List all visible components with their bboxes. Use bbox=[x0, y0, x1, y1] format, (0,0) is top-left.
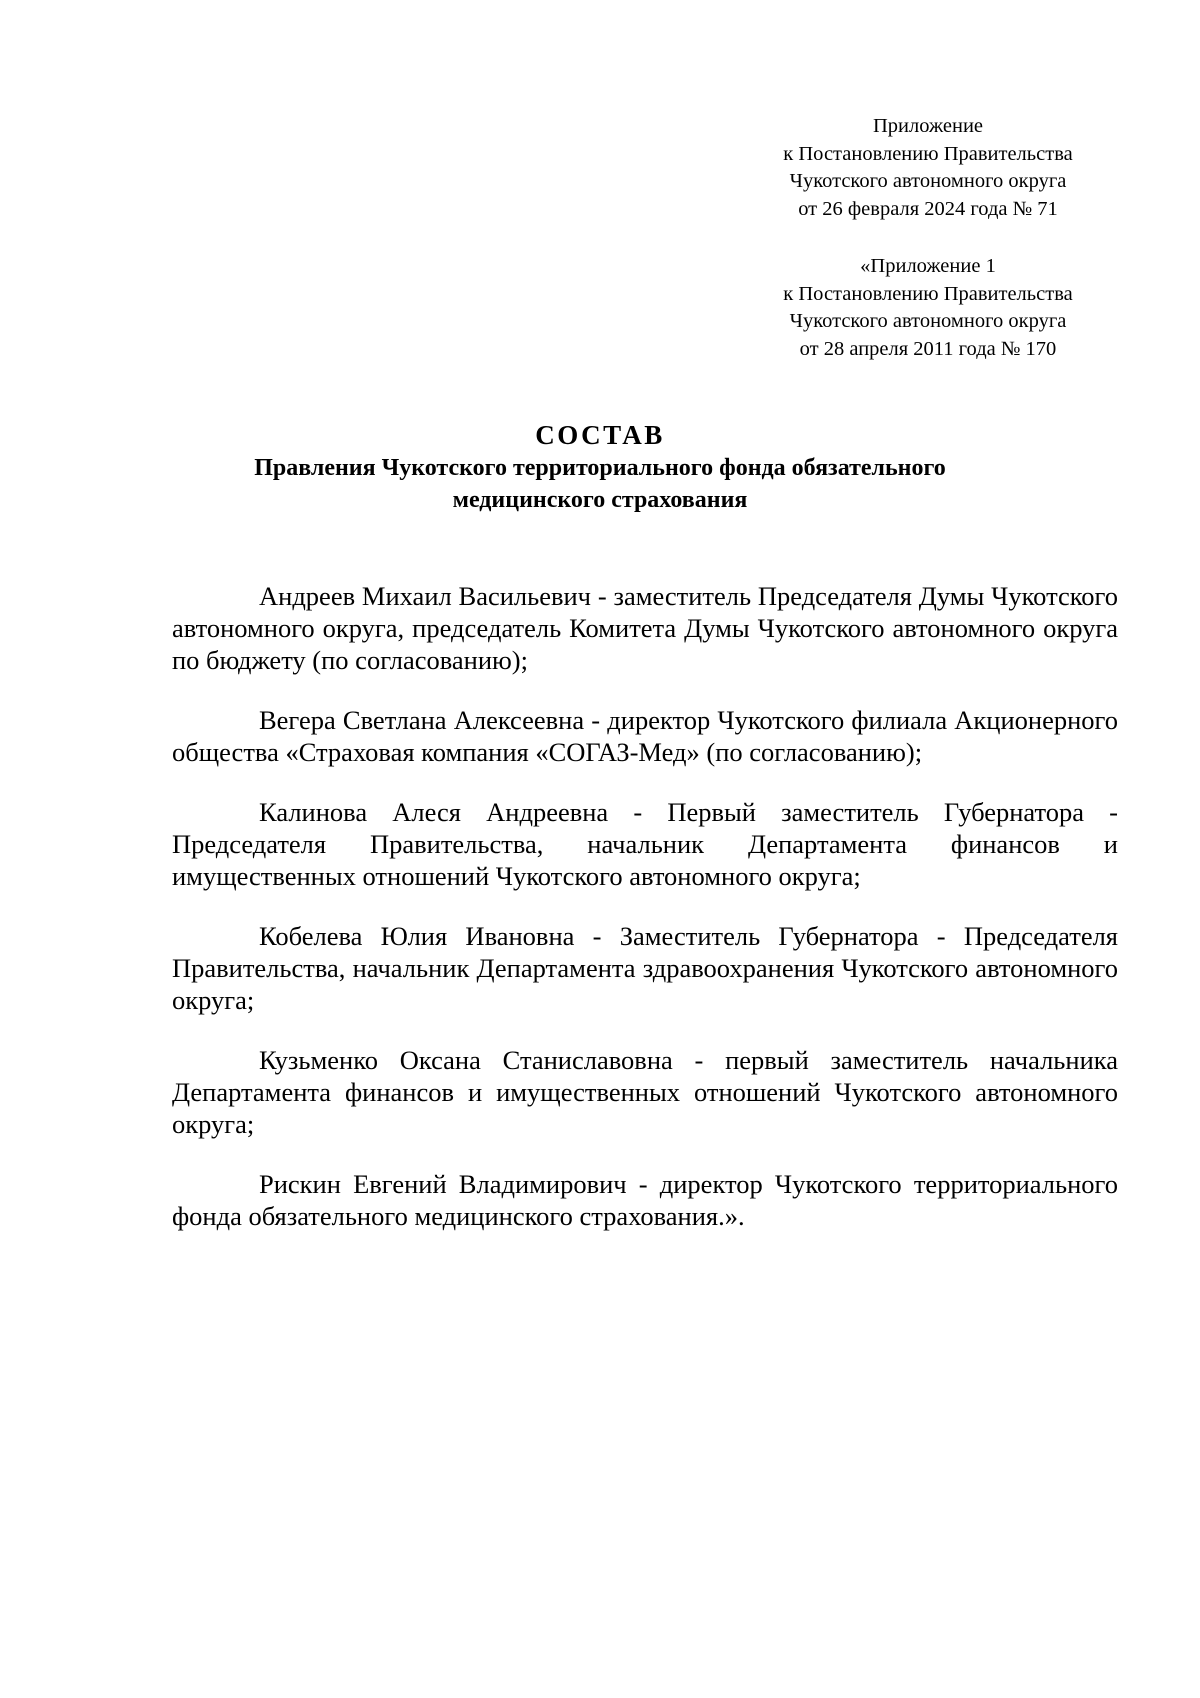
member-entry: Вегера Светлана Алексеевна - директор Чукотского филиала Акционерного общества «Страховая компания «СОГАЗ-Мед» (по согласованию); bbox=[172, 705, 1118, 767]
appendix-header-line-3: Чукотского автономного округа bbox=[789, 170, 1067, 192]
member-entry: Кобелева Юлия Ивановна - Заместитель Губернатора - Председателя Правительства, начальник Департамента здравоохранения Чукотского автономного округа; bbox=[172, 921, 1118, 1015]
member-entry: Кузьменко Оксана Станиславовна - первый заместитель начальника Департамента финансов и имущественных отношений Чукотского автономного округа; bbox=[172, 1045, 1118, 1139]
members-list bbox=[172, 580, 1118, 1260]
original-appendix-header bbox=[748, 253, 1108, 363]
document-subtitle-line-1: Правления Чукотского территориального фонда обязательного bbox=[254, 455, 946, 481]
original-appendix-line-3: Чукотского автономного округа bbox=[789, 310, 1067, 332]
appendix-header-line-4: от 26 февраля 2024 года № 71 bbox=[798, 197, 1058, 220]
member-entry: Рискин Евгений Владимирович - директор Чукотского территориального фонда обязательного медицинского страхования.». bbox=[172, 1169, 1118, 1231]
document-heading bbox=[150, 418, 1050, 516]
original-appendix-line-4: от 28 апреля 2011 года № 170 bbox=[799, 337, 1057, 360]
member-entry: Андреев Михаил Васильевич - заместитель Председателя Думы Чукотского автономного округа, председатель Комитета Думы Чукотского автономного округа по бюджету (по согласованию); bbox=[172, 581, 1118, 675]
document-title: СОСТАВ bbox=[535, 420, 665, 450]
appendix-header bbox=[748, 113, 1108, 223]
appendix-header-line-2: к Постановлению Правительства bbox=[783, 142, 1073, 165]
member-entry: Калинова Алеся Андреевна - Первый заместитель Губернатора - Председателя Правительства, начальник Департамента финансов и имущественных отношений Чукотского автономного округа; bbox=[172, 797, 1118, 891]
appendix-header-line-1: Приложение bbox=[872, 115, 984, 137]
original-appendix-line-2: к Постановлению Правительства bbox=[783, 282, 1073, 305]
original-appendix-line-1: «Приложение 1 bbox=[860, 255, 996, 277]
document-subtitle-line-2: медицинского страхования bbox=[452, 487, 748, 513]
